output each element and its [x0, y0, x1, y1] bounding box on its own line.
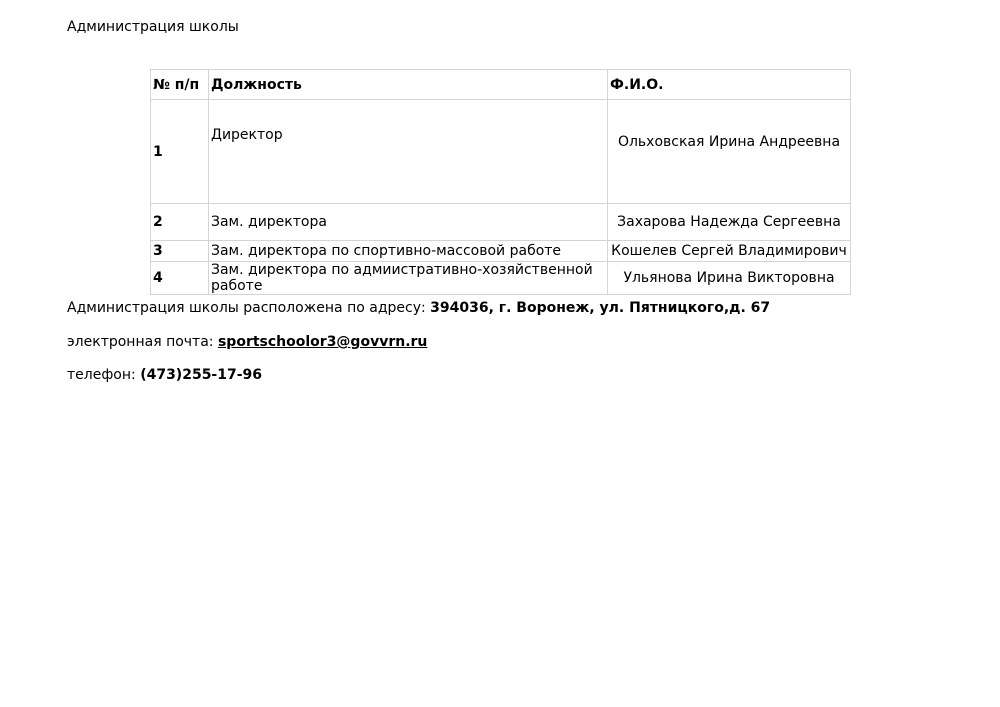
- header-position: Должность: [209, 70, 608, 100]
- row-position: Зам. директора по спортивно-массовой работе: [209, 241, 608, 262]
- row-number: 3: [151, 241, 209, 262]
- row-full-name: Кошелев Сергей Владимирович: [608, 241, 851, 262]
- administration-table: [150, 69, 851, 295]
- table-row: [151, 241, 851, 262]
- phone-value: (473)255-17-96: [140, 367, 263, 383]
- table-header-row: [151, 70, 851, 100]
- row-full-name: Ульянова Ирина Викторовна: [608, 262, 851, 295]
- header-number: № п/п: [151, 70, 209, 100]
- phone-label: телефон:: [67, 367, 141, 383]
- address-label: Администрация школы расположена по адресу:: [67, 300, 431, 316]
- address-line: [67, 300, 770, 316]
- page-title: Администрация школы: [67, 19, 239, 35]
- email-line: [67, 334, 427, 350]
- row-position: Зам. директора: [209, 204, 608, 241]
- table-row: [151, 262, 851, 295]
- table-row: [151, 204, 851, 241]
- row-number: 1: [151, 100, 209, 204]
- row-full-name: Захарова Надежда Сергеевна: [608, 204, 851, 241]
- email-link[interactable]: sportschoolor3@govvrn.ru: [217, 334, 428, 350]
- row-position: Директор: [209, 100, 608, 204]
- row-number: 4: [151, 262, 209, 295]
- phone-line: [67, 367, 262, 383]
- header-full-name: Ф.И.О.: [608, 70, 851, 100]
- row-number: 2: [151, 204, 209, 241]
- address-value: 394036, г. Воронеж, ул. Пятницкого,д. 67: [430, 300, 771, 316]
- row-position: Зам. директора по адмиистративно-хозяйственной работе: [209, 262, 608, 295]
- row-full-name: Ольховская Ирина Андреевна: [608, 100, 851, 204]
- table-row: [151, 100, 851, 204]
- email-label: электронная почта:: [67, 334, 218, 350]
